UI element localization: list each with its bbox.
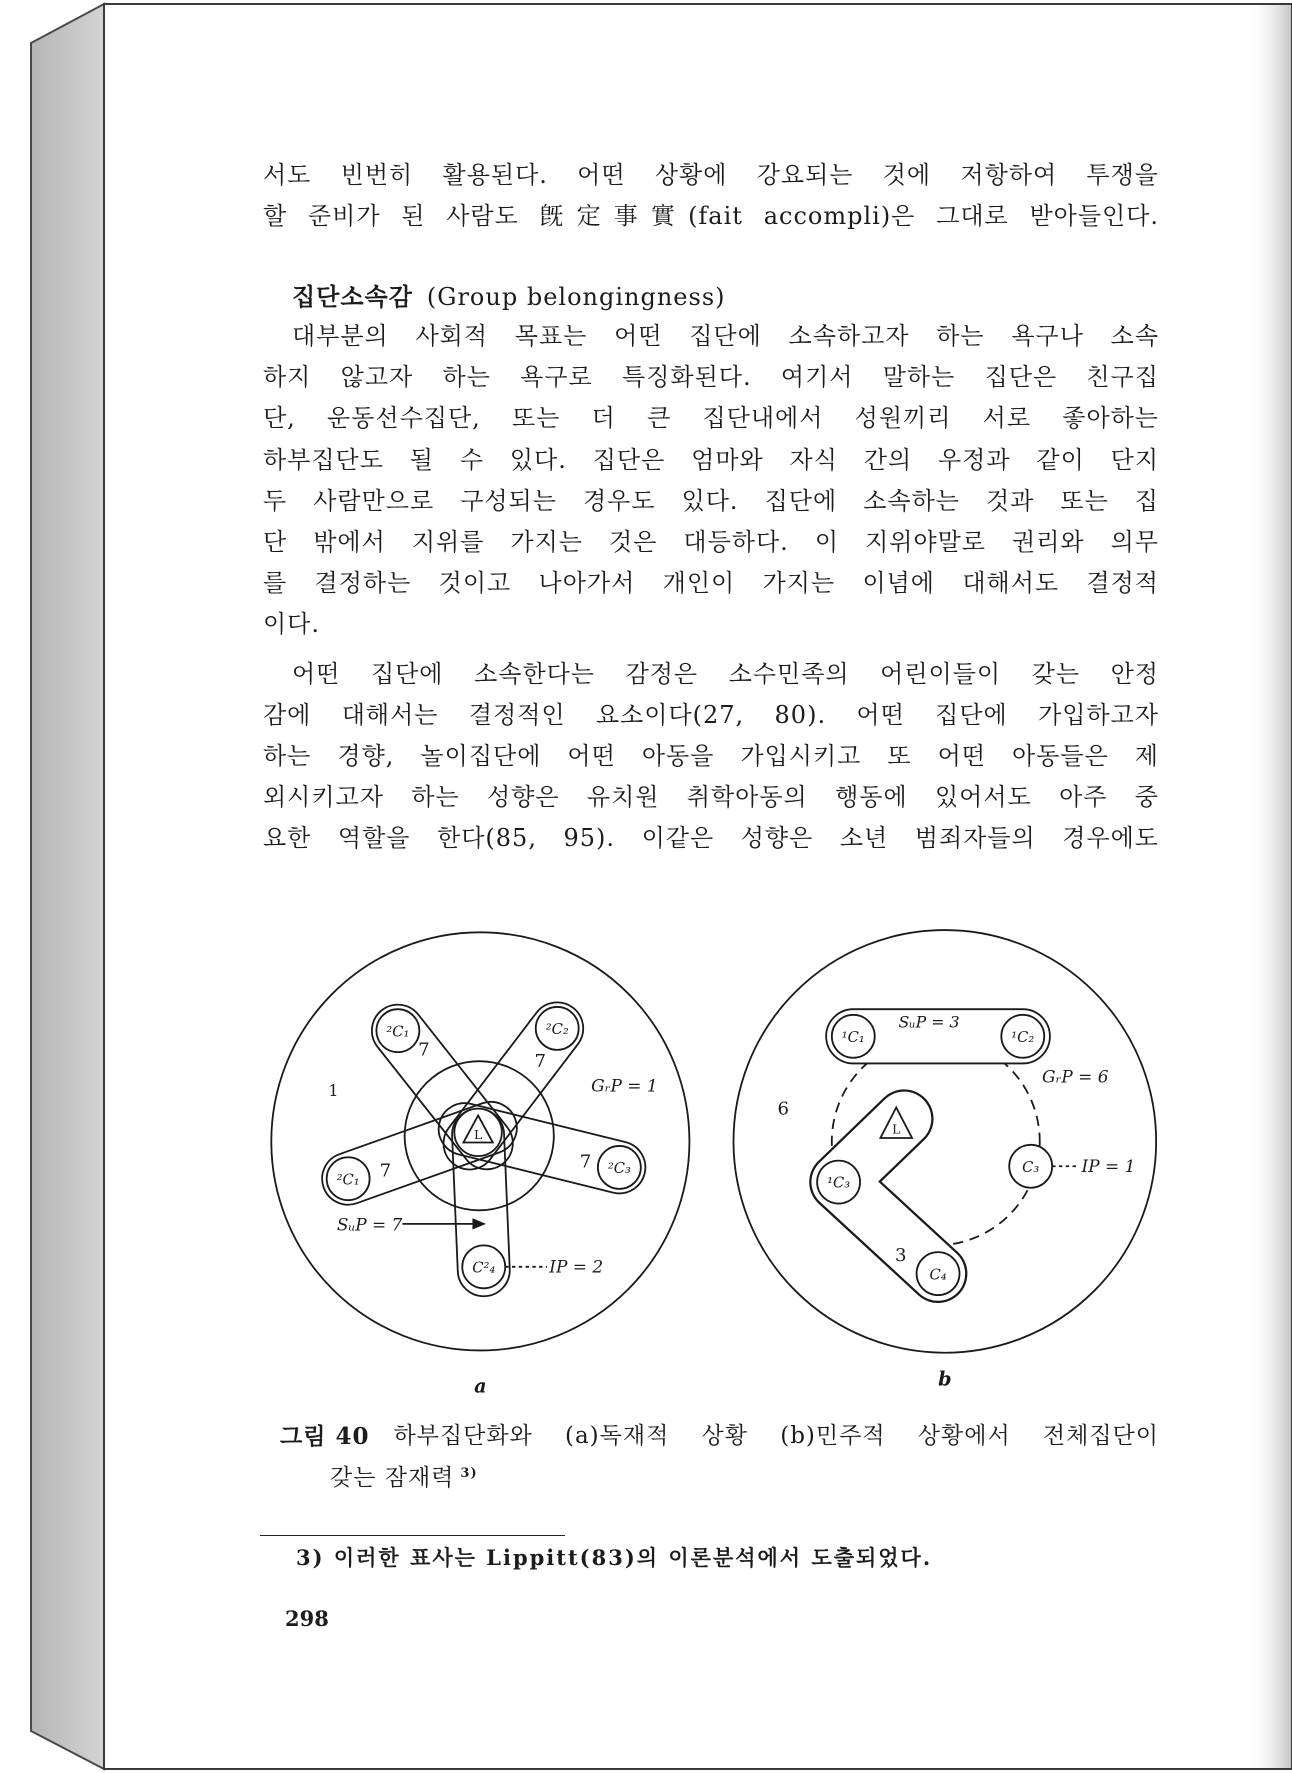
caption-text: 하부집단화와 (a)독재적 상황 (b)민주적 상황에서 전체집단이 [393,1423,1159,1449]
body-text-line: 하지 않고자 하는 욕구로 특징화된다. 여기서 말하는 집단은 친구집 [263,363,1159,392]
subgroup-potency-label: SᵤP = 3 [898,1012,960,1032]
caption-line [280,1418,1159,1455]
leader-label: L [473,1127,483,1143]
member-label: ²C₂ [545,1021,569,1039]
body-text-line: 이다. [263,610,320,639]
section-heading [263,276,1159,317]
body-text-line: 어떤 집단에 소속한다는 감정은 소수민족의 어린이들이 갖는 안정 [292,660,1159,688]
member-label: C₃ [1022,1158,1040,1176]
arrowhead-icon [472,1218,486,1229]
panel-a-label: a [474,1374,487,1398]
body-text-line: 단, 운동선수집단, 또는 더 큰 집단내에서 성원끼리 서로 좋아하는 [263,404,1159,433]
body-text-line: 하는 경향, 놀이집단에 어떤 아동을 가입시키고 또 어떤 아동들은 제 [263,742,1159,770]
subgroup-size-label: 7 [534,1050,547,1072]
body-text-line: 를 결정하는 것이고 나아가서 개인이 가지는 이념에 대해서도 결정적 [263,569,1159,598]
page-edge-shadow [1248,5,1291,1768]
group-potency-label: GᵣP = 1 [591,1075,658,1096]
subgroup-size-label: 7 [418,1039,430,1061]
member-label: ¹C₃ [827,1174,851,1192]
footnote-text: 3) 이러한 표사는 Lippitt(83)의 이론분석에서 도출되었다. [296,1545,933,1570]
panel-b-diagram [733,930,1156,1353]
paragraph [263,654,1159,859]
body-text-line: 두 사람만으로 구성되는 경우도 있다. 집단에 소속하는 것과 또는 집 [263,486,1159,515]
body-text-line: 외시키고자 하는 성향은 유치원 취학아동의 행동에 있어서도 아주 중 [263,783,1159,811]
body-text-line: 감에 대해서는 결정적인 요소이다(27, 80). 어떤 집단에 가입하고자 [263,701,1159,729]
figure-40 [260,921,1181,1407]
member-label: C²₄ [472,1259,496,1277]
section-heading-english: (Group belongingness) [426,283,726,311]
page-sheet [104,4,1292,1769]
body-text-line: 하부집단도 될 수 있다. 집단은 엄마와 자식 간의 우정과 같이 단지 [263,445,1159,474]
subgroup-size-label: 7 [579,1151,592,1173]
body-text-line: 대부분의 사회적 목표는 어떤 집단에 소속하고자 하는 욕구나 소속 [292,322,1159,350]
footnote-divider [260,1535,565,1536]
body-text-line: 단 밖에서 지위를 가지는 것은 대등하다. 이 지위야말로 권리와 의무 [263,527,1159,556]
figure-number: 그림 40 [280,1423,370,1450]
subgroup-potency-label: SᵤP = 7 [336,1214,403,1235]
intro-text [263,155,1159,237]
member-label: ¹C₁ [841,1028,865,1046]
outer-count-label: 6 [777,1098,789,1120]
body-text-line: 요한 역할을 한다(85, 95). 이같은 성향은 소년 범죄자들의 경우에도 [263,824,1159,852]
individual-potency-label: IP = 1 [1081,1155,1136,1176]
caption-text: 갖는 잠재력 [330,1465,455,1491]
book-spine [31,4,104,1769]
body-text-line: 서도 빈번히 활용된다. 어떤 상황에 강요되는 것에 저항하여 투쟁을 [263,161,1159,189]
group-potency-label: GᵣP = 6 [1042,1066,1109,1087]
member-label: ²C₃ [607,1160,631,1178]
member-label: ²C₁ [336,1171,360,1189]
footnote-reference: 3) [460,1466,478,1481]
subgroup-size-label: 7 [379,1160,392,1182]
subgroup-size-label: 3 [894,1245,907,1267]
individual-potency-label: IP = 2 [549,1256,604,1277]
paragraph [263,316,1159,646]
body-text-line: 할 준비가 된 사람도 旣定事實(fait accompli)은 그대로 받아들인다. [263,202,1159,230]
section-heading-korean: 집단소속감 [292,282,413,311]
caption-line [280,1455,1159,1492]
figure-caption [280,1418,1159,1492]
member-label: ¹C₂ [1011,1028,1035,1046]
page-number: 298 [285,1606,329,1631]
outer-count-label: 1 [328,1081,339,1101]
member-label: ²C₁ [386,1023,410,1041]
member-label: C₄ [929,1266,947,1284]
leader-label: L [892,1121,901,1137]
panel-b-label: b [938,1367,952,1391]
